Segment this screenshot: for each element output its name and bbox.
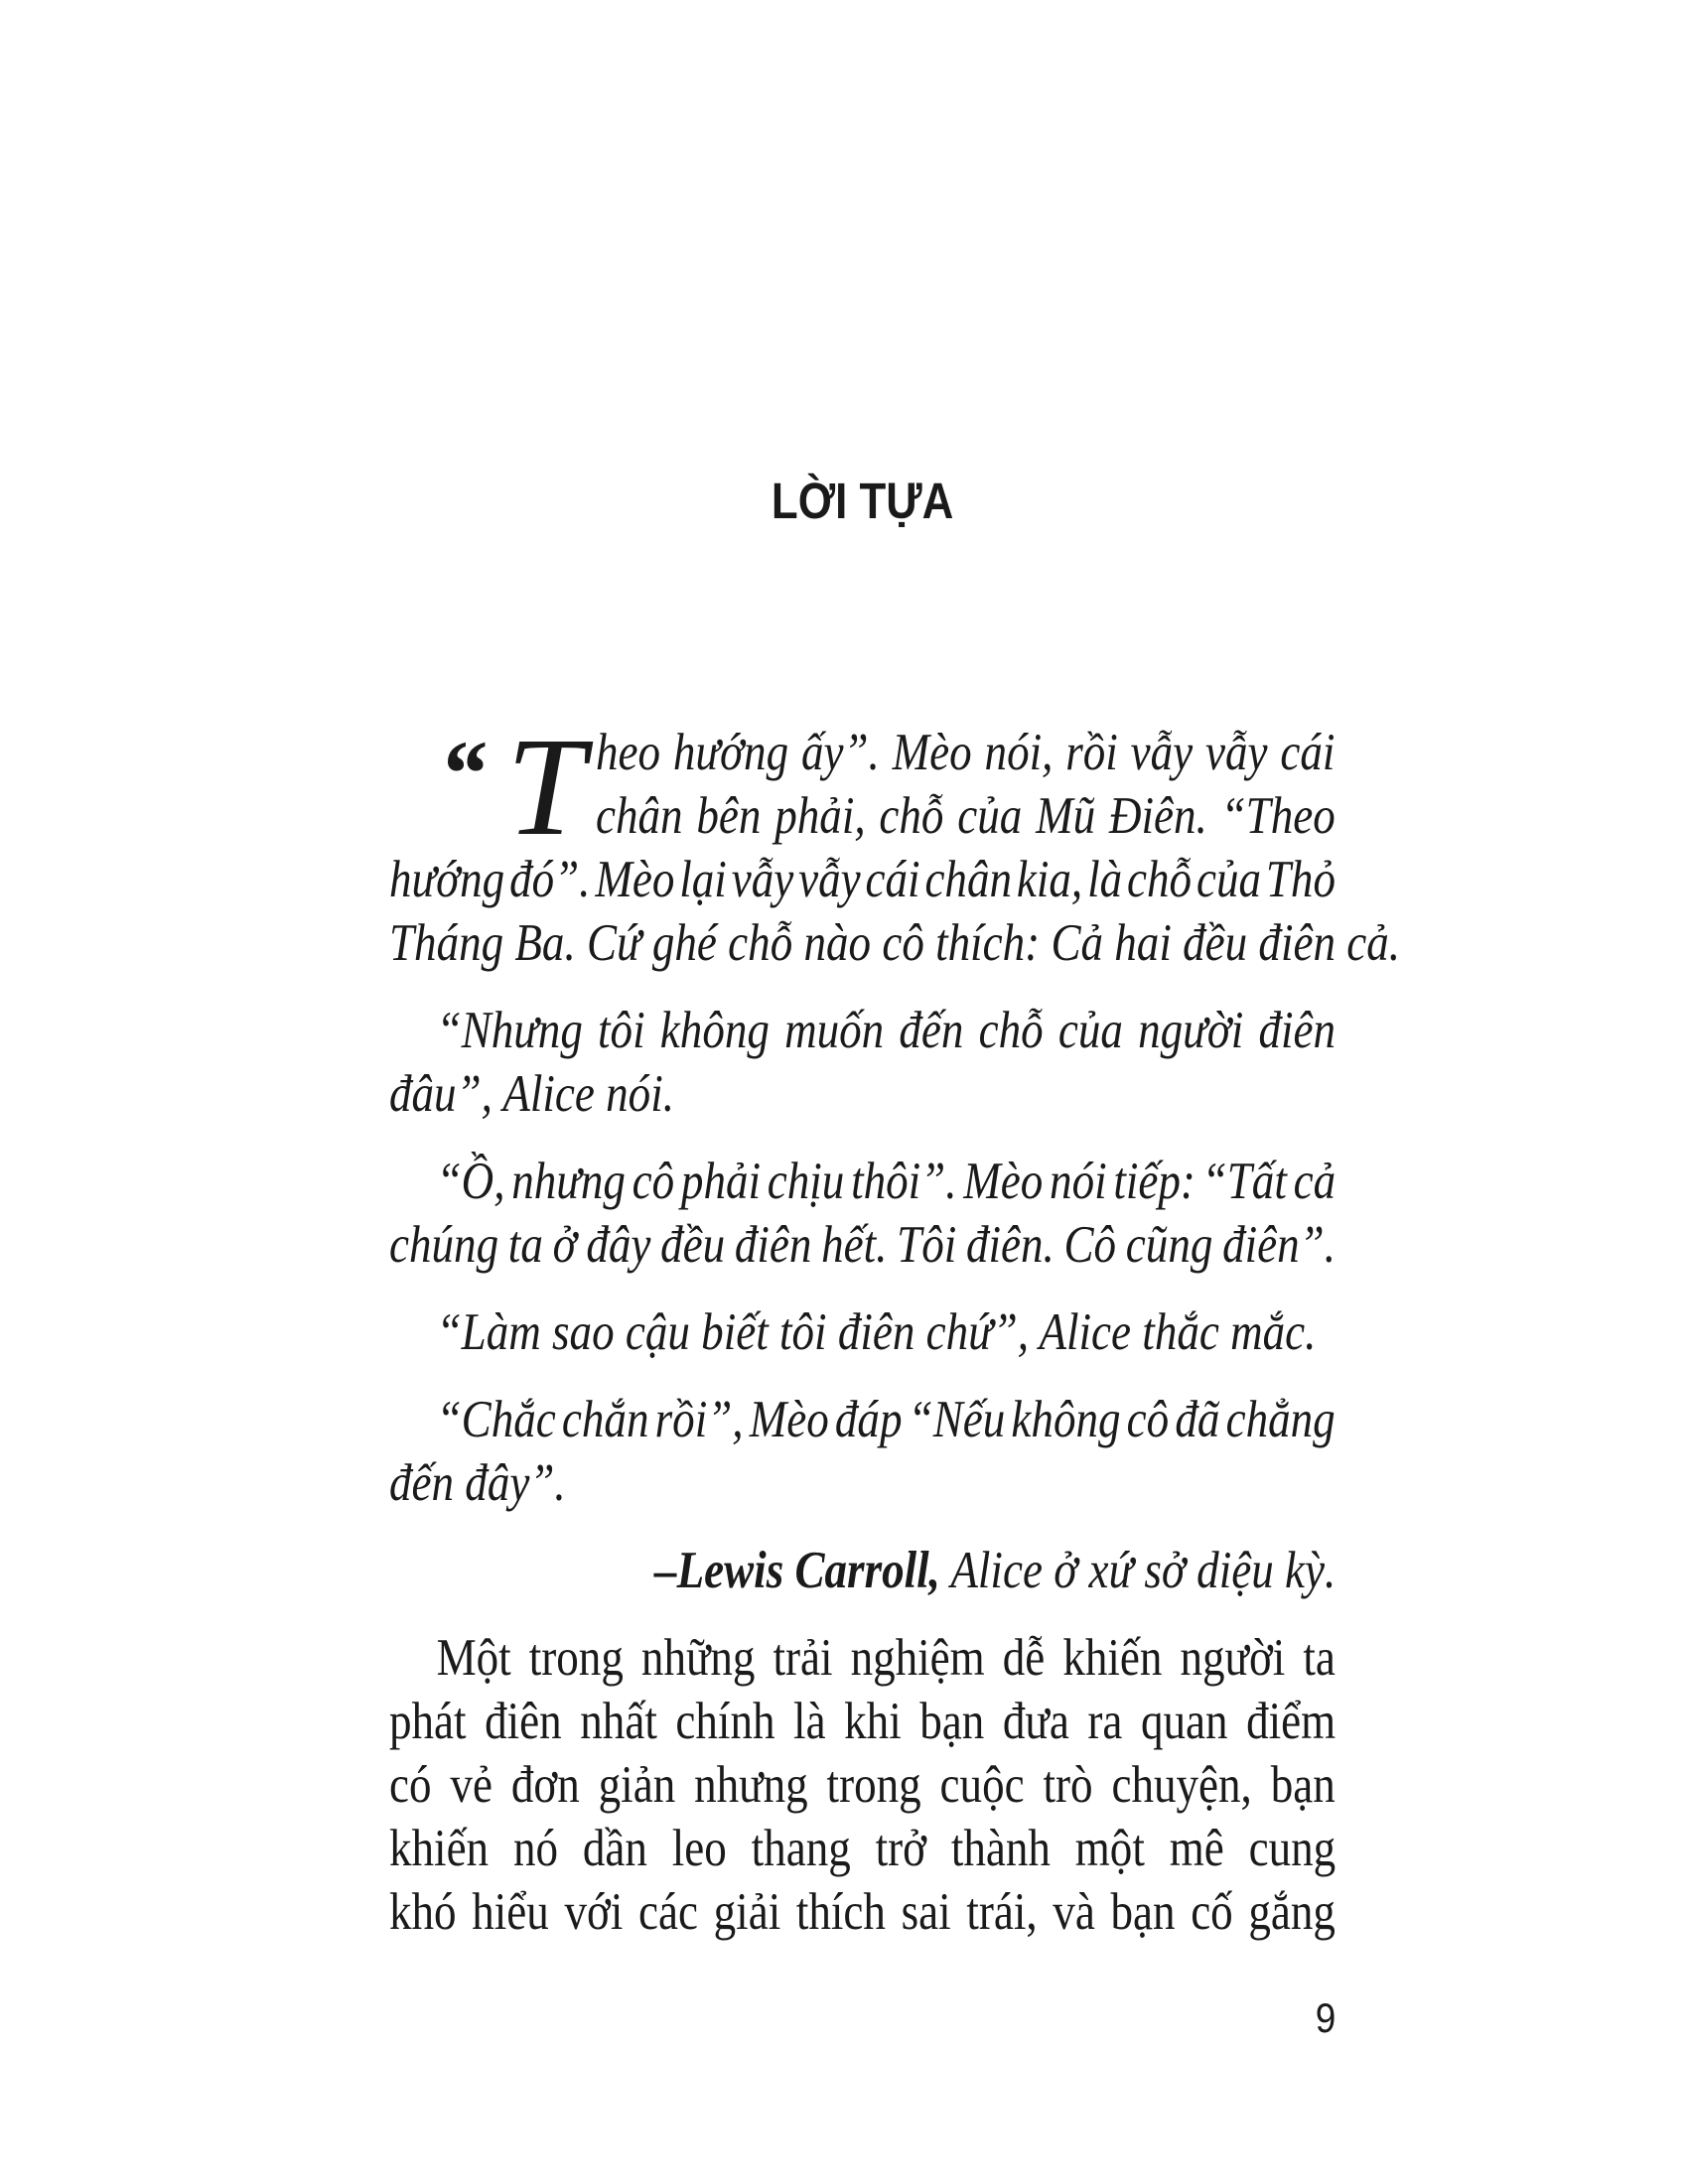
text-line: khiến nó dần leo thang trở thành một mê cung (389, 1820, 1336, 1877)
paragraph (389, 1388, 1336, 1515)
text-line: “Nhưng tôi không muốn đến chỗ của người điên (436, 1002, 1336, 1059)
text-line: khó hiểu với các giải thích sai trái, và bạn cố gắng (389, 1883, 1336, 1941)
attribution-author: –Lewis Carroll, (653, 1542, 940, 1599)
page-number: 9 (1315, 1994, 1336, 2041)
text-line: chúng ta ở đây đều điên hết. Tôi điên. Cô cũng điên”. (389, 1216, 1336, 1274)
quote-attribution (389, 1539, 1336, 1602)
text-line: heo hướng ấy”. Mèo nói, rồi vẫy vẫy cái (596, 724, 1336, 781)
text-line: “Làm sao cậu biết tôi điên chứ”, Alice thắc mắc. (436, 1303, 1317, 1361)
text-column (389, 708, 1401, 1944)
text-line: “Ồ, nhưng cô phải chịu thôi”. Mèo nói tiếp: “Tất cả (436, 1153, 1336, 1210)
epigraph-quote (389, 708, 1401, 1602)
attribution-work: Alice ở xứ sở diệu kỳ. (939, 1542, 1336, 1599)
page-title: LỜI TỰA (771, 473, 954, 529)
body-paragraphs (389, 1626, 1336, 1944)
chapter-title-row (389, 474, 1336, 529)
text-line: có vẻ đơn giản nhưng trong cuộc trò chuyện, bạn (389, 1756, 1336, 1814)
text-line: “Chắc chắn rồi”, Mèo đáp “Nếu không cô đã chẳng (436, 1391, 1336, 1448)
page-number-row (389, 1994, 1336, 2041)
text-line: hướng đó”. Mèo lại vẫy vẫy cái chân kia, là chỗ của Thỏ (389, 851, 1336, 908)
paragraph (389, 1626, 1336, 1944)
lead-quote-mark: “ (439, 721, 487, 826)
text-line: Một trong những trải nghiệm dễ khiến người ta (436, 1629, 1336, 1687)
paragraph (389, 1300, 1336, 1364)
quote-paragraphs (389, 708, 1401, 1515)
text-line: chân bên phải, chỗ của Mũ Điên. “Theo (596, 787, 1336, 845)
drop-cap: T (506, 708, 585, 865)
text-line: đến đây”. (389, 1454, 566, 1512)
paragraph (389, 708, 1401, 975)
text-line: phát điên nhất chính là khi bạn đưa ra quan điểm (389, 1693, 1336, 1750)
paragraph (389, 999, 1336, 1126)
text-line: Tháng Ba. Cứ ghé chỗ nào cô thích: Cả hai đều điên cả. (389, 914, 1401, 972)
text-line (389, 1539, 1336, 1602)
paragraph (389, 1150, 1336, 1277)
text-line: đâu”, Alice nói. (389, 1065, 674, 1123)
